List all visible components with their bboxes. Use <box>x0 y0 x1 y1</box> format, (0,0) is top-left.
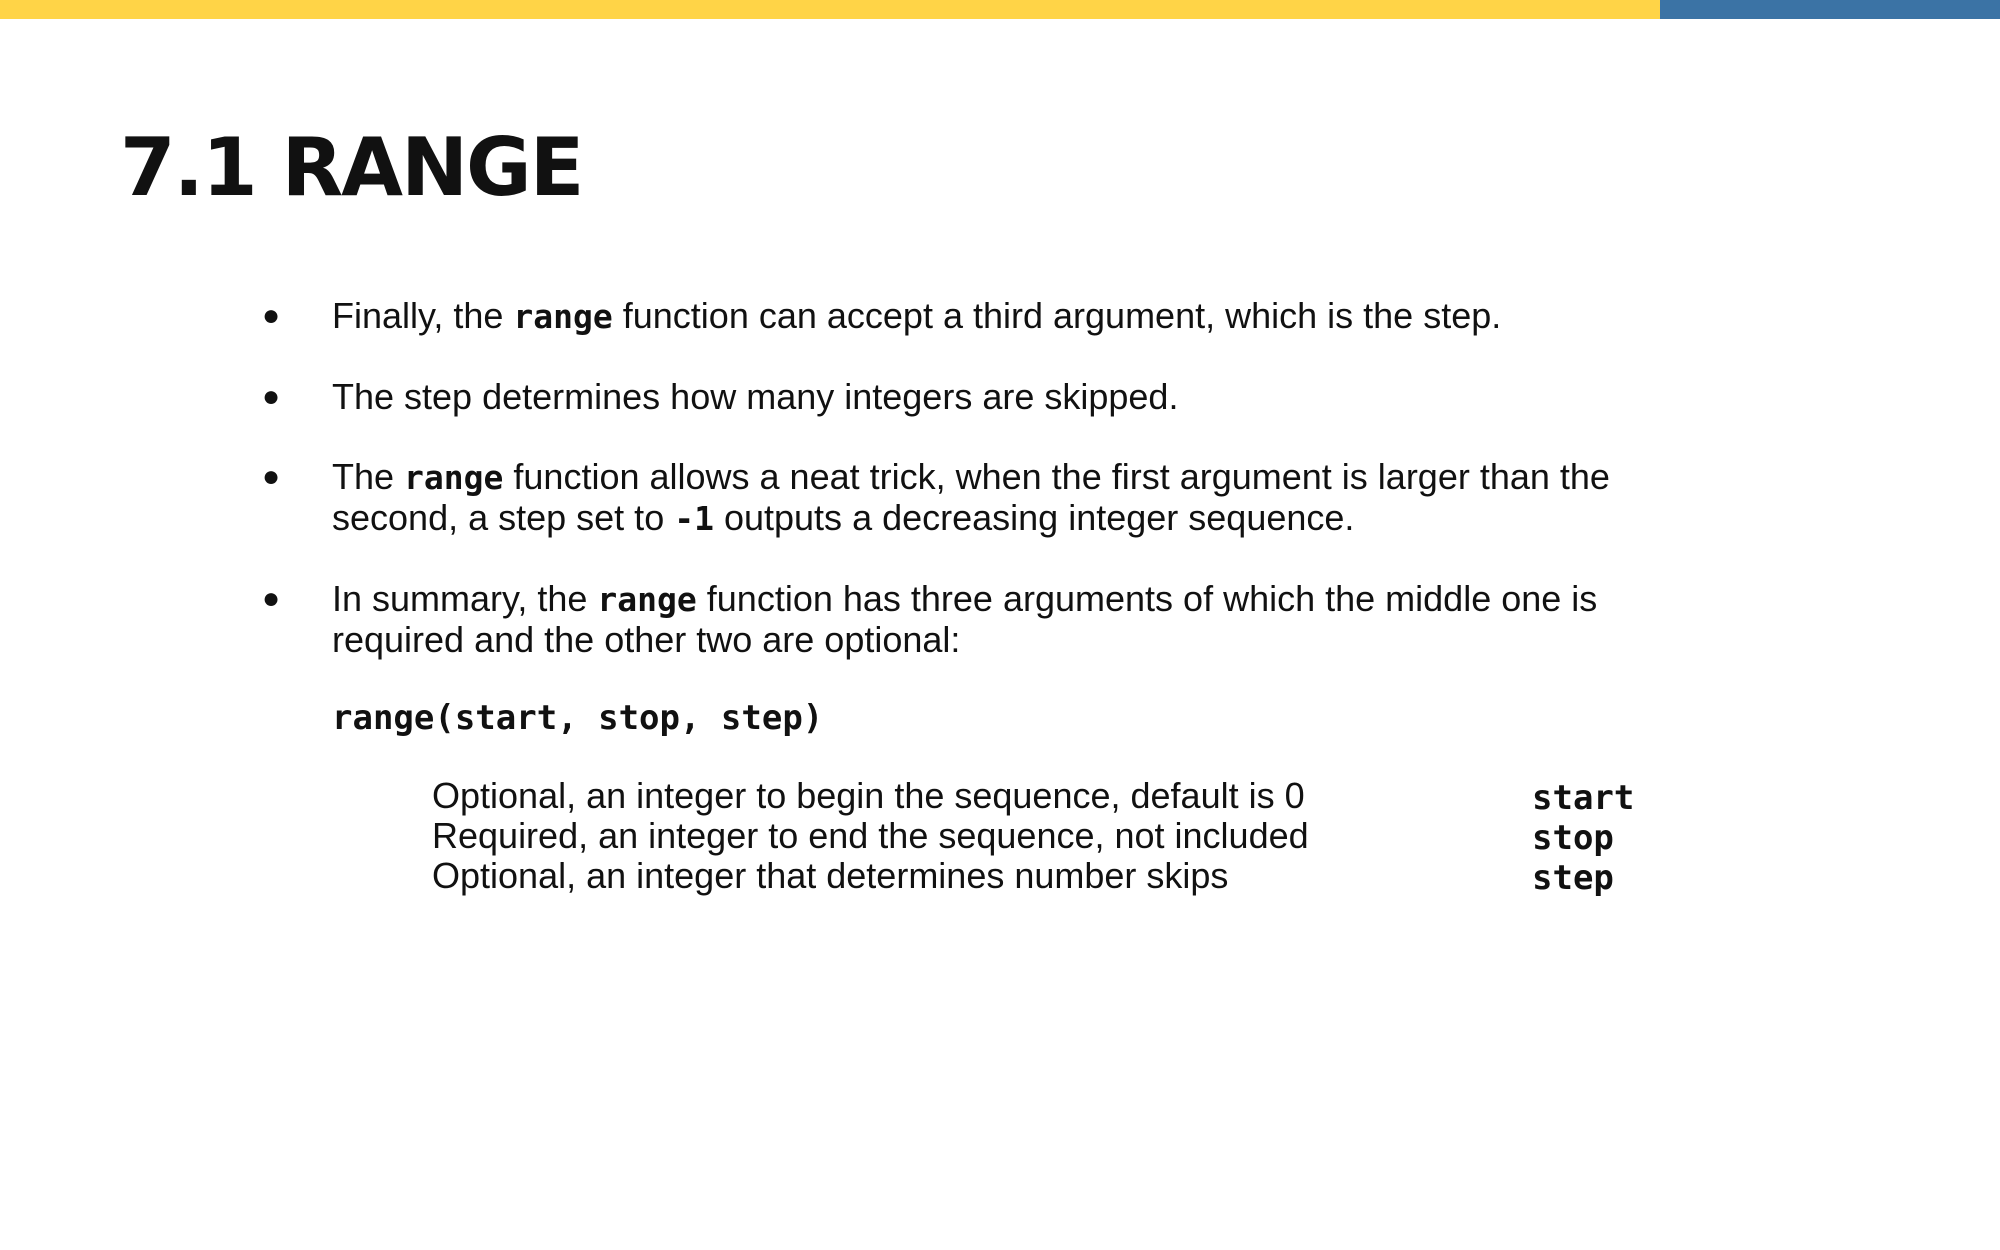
parameter-description: Optional, an integer that determines number skips <box>432 855 1229 896</box>
parameter-name: start <box>1532 778 1635 818</box>
inline-code: -1 <box>674 499 714 538</box>
parameter-row <box>432 816 1732 856</box>
bullet-text: The step determines how many integers are skipped. <box>332 376 1179 417</box>
function-signature: range(start, stop, step) <box>332 698 824 738</box>
inline-code: range <box>513 297 613 336</box>
inline-code: range <box>597 580 697 619</box>
parameter-description: Optional, an integer to begin the sequence, default is 0 <box>432 775 1305 816</box>
top-accent-bar-blue <box>1660 0 2000 19</box>
bullet-icon: ● <box>262 582 281 615</box>
bullet-text: function has three arguments of which the middle one is required and the other two are optional: <box>332 578 1598 660</box>
bullet-text: function can accept a third argument, which is the step. <box>612 295 1502 336</box>
parameter-row <box>432 776 1732 816</box>
bullet-item <box>258 457 1728 539</box>
bullet-text: function allows a neat trick, when the first argument is larger than the second, a step set to <box>332 456 1610 538</box>
bullet-item <box>258 296 1728 337</box>
inline-code: range <box>404 458 504 497</box>
bullet-item <box>258 377 1728 417</box>
bullet-icon: ● <box>262 299 281 332</box>
parameter-row <box>432 856 1732 896</box>
bullet-list <box>258 296 1728 700</box>
parameter-name: step <box>1532 858 1614 898</box>
slide-title: 7.1 RANGE <box>120 121 583 214</box>
parameter-table <box>432 776 1732 896</box>
top-accent-bar-yellow <box>0 0 1660 19</box>
bullet-item <box>258 579 1728 660</box>
bullet-text: In summary, the <box>332 578 598 619</box>
bullet-icon: ● <box>262 380 281 413</box>
parameter-description: Required, an integer to end the sequence, not included <box>432 815 1309 856</box>
bullet-icon: ● <box>262 460 281 493</box>
parameter-name: stop <box>1532 818 1614 858</box>
bullet-text: Finally, the <box>332 295 514 336</box>
bullet-text: The <box>332 456 405 497</box>
bullet-text: outputs a decreasing integer sequence. <box>713 497 1355 538</box>
